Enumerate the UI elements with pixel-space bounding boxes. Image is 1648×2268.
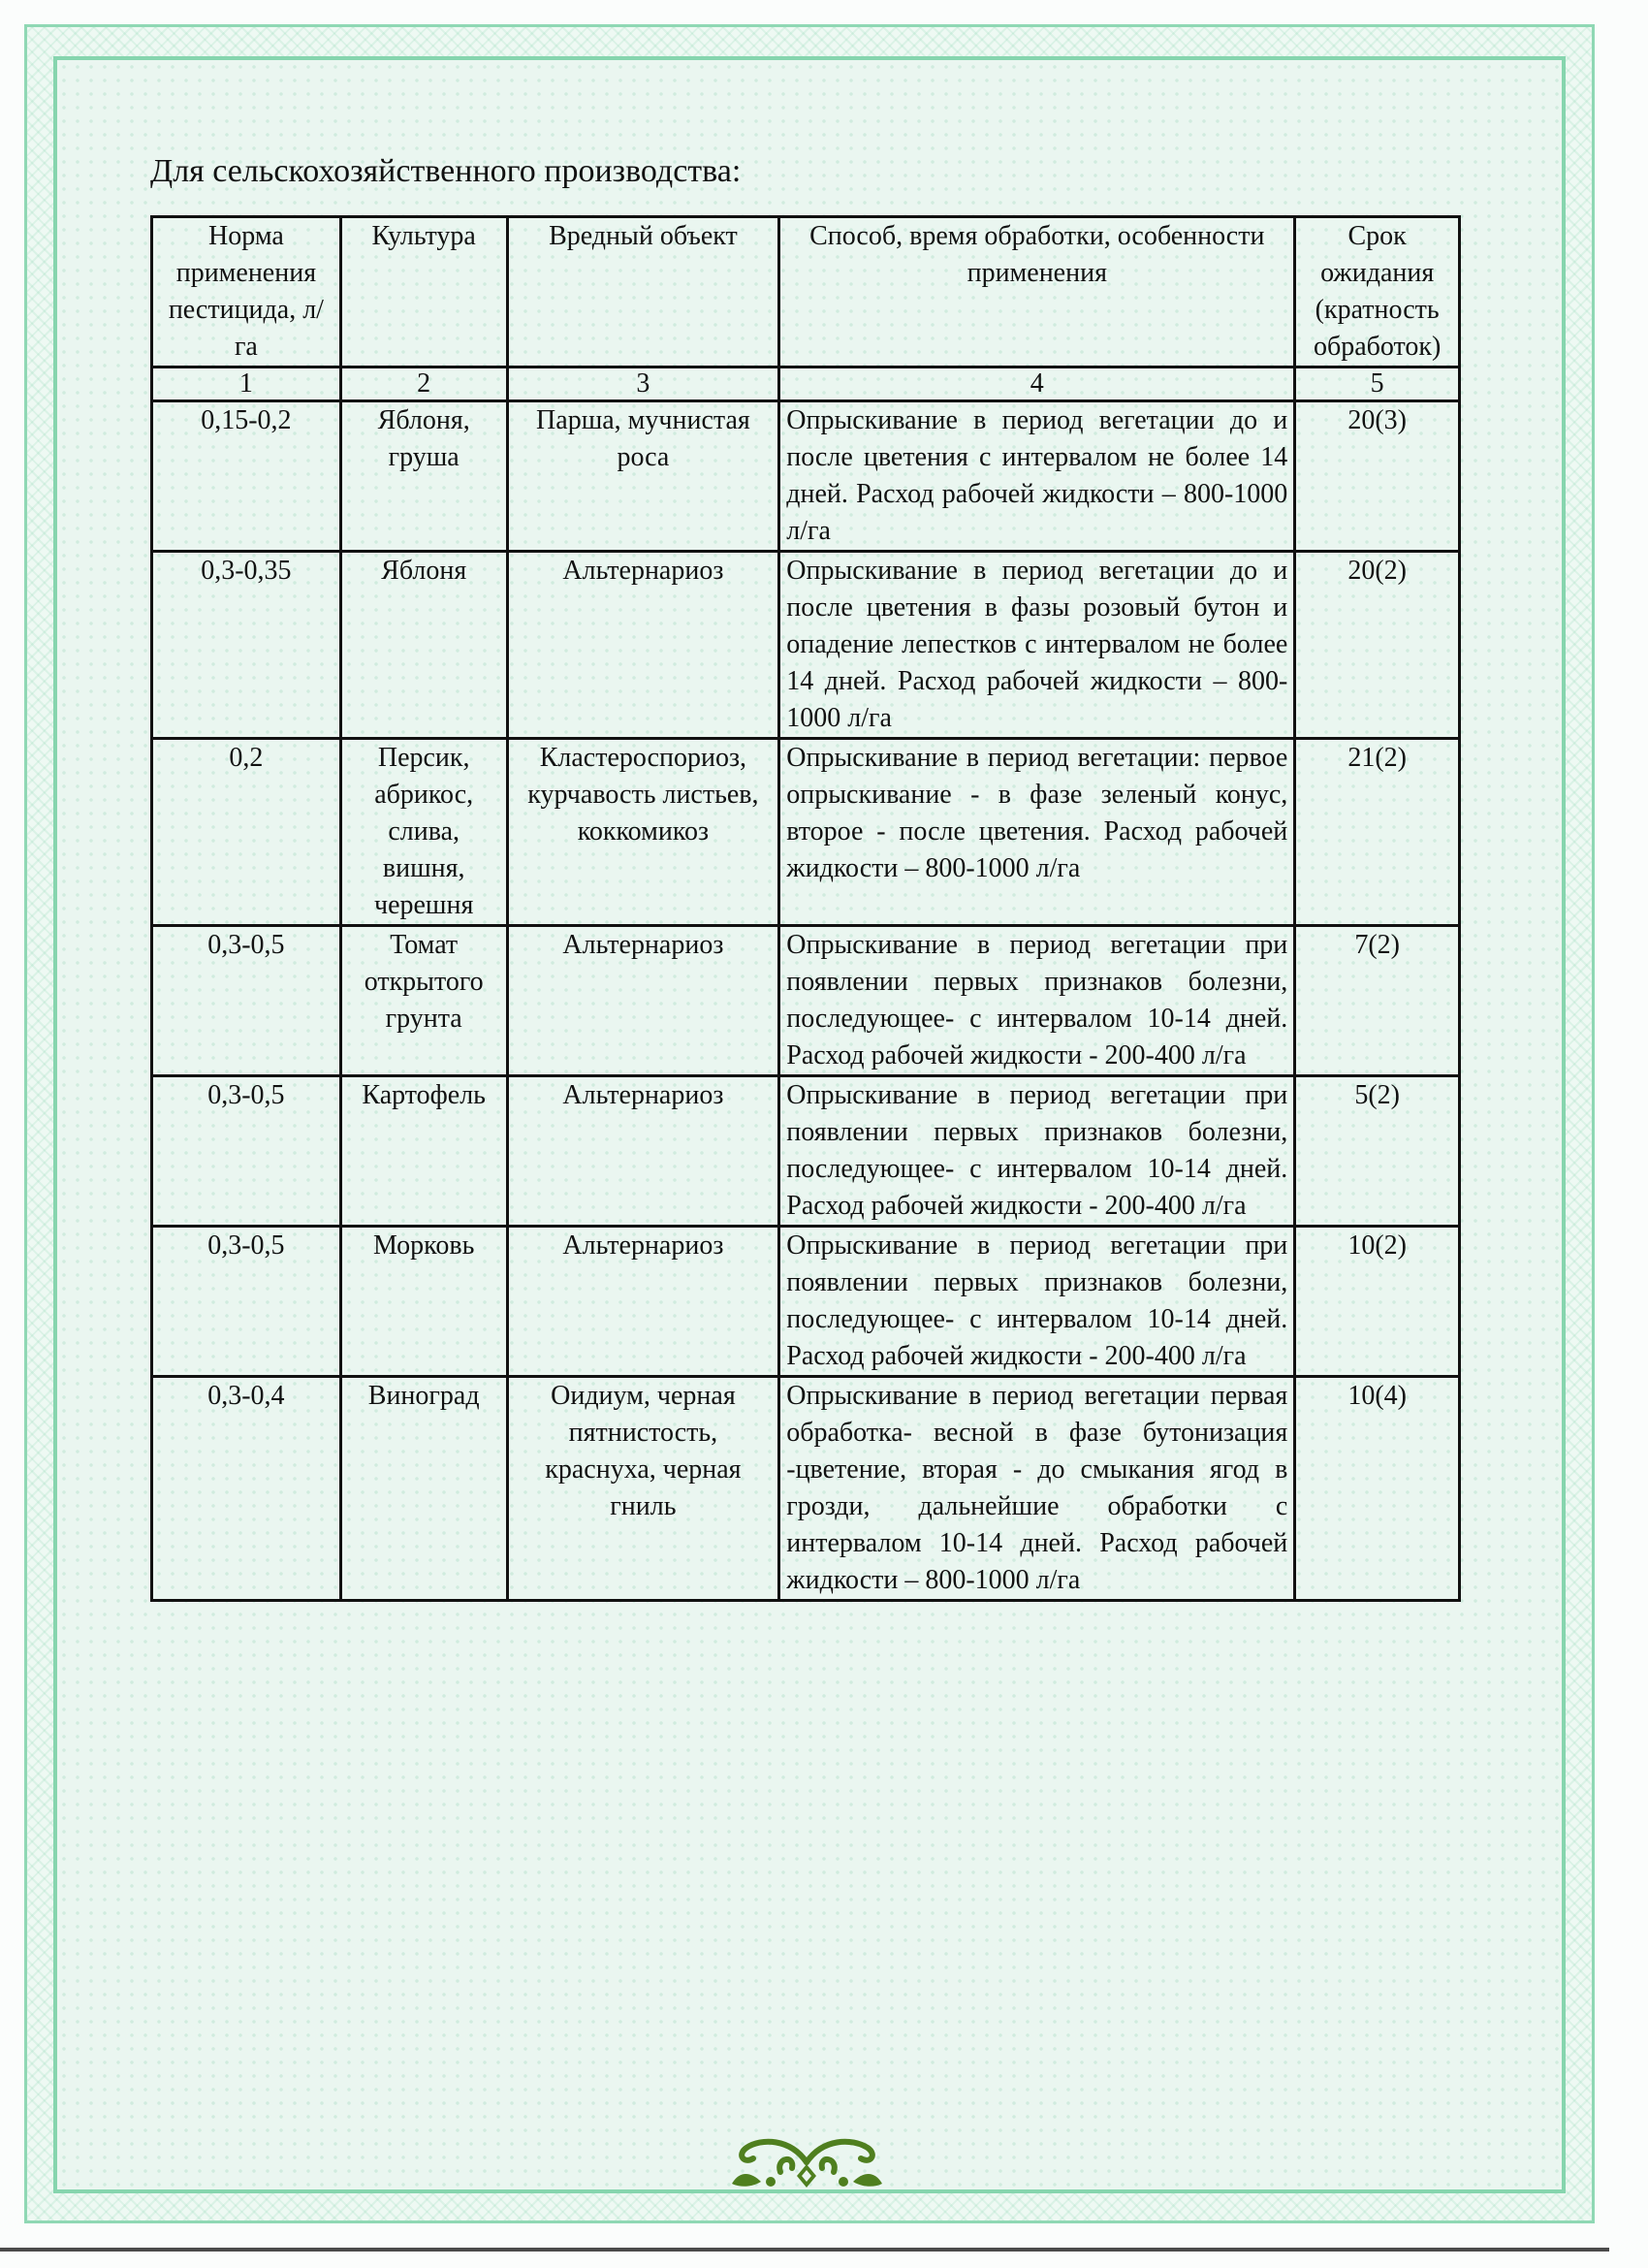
table-row xyxy=(152,1076,1460,1227)
cell-waiting: 21(2) xyxy=(1295,739,1460,926)
cell-method: Опрыскивание в период вегетации до и после цветения в фазы розовый бутон и опадение лепестков с интервалом не более 14 дней. Расход рабочей жидкости – 800-1000 л/га xyxy=(779,552,1295,739)
column-number: 2 xyxy=(340,367,507,401)
cell-rate: 0,3-0,4 xyxy=(152,1377,341,1601)
cell-method: Опрыскивание в период вегетации при появлении первых признаков болезни, последующее- с интервалом 10-14 дней. Расход рабочей жидкости - 200-400 л/га xyxy=(779,1227,1295,1377)
cell-waiting: 10(4) xyxy=(1295,1377,1460,1601)
table-row xyxy=(152,926,1460,1076)
table-row xyxy=(152,1227,1460,1377)
cell-crop: Томат открытого грунта xyxy=(340,926,507,1076)
cell-pest: Альтернариоз xyxy=(507,552,779,739)
cell-crop: Яблоня xyxy=(340,552,507,739)
header-rate: Норма применения пестицида, л/га xyxy=(152,217,341,367)
cell-rate: 0,2 xyxy=(152,739,341,926)
cell-crop: Морковь xyxy=(340,1227,507,1377)
cell-method: Опрыскивание в период вегетации при появлении первых признаков болезни, последующее- с интервалом 10-14 дней. Расход рабочей жидкости - 200-400 л/га xyxy=(779,1076,1295,1227)
column-number: 5 xyxy=(1295,367,1460,401)
cell-rate: 0,15-0,2 xyxy=(152,401,341,552)
cell-pest: Альтернариоз xyxy=(507,1076,779,1227)
cell-method: Опрыскивание в период вегетации при появлении первых признаков болезни, последующее- с интервалом 10-14 дней. Расход рабочей жидкости - 200-400 л/га xyxy=(779,926,1295,1076)
cell-crop: Яблоня, груша xyxy=(340,401,507,552)
cell-rate: 0,3-0,5 xyxy=(152,1227,341,1377)
header-crop: Культура xyxy=(340,217,507,367)
cell-pest: Парша, мучнистая роса xyxy=(507,401,779,552)
column-number-row xyxy=(152,367,1460,401)
cell-waiting: 10(2) xyxy=(1295,1227,1460,1377)
cell-pest: Альтернариоз xyxy=(507,1227,779,1377)
pesticide-application-table xyxy=(150,215,1461,1602)
cell-waiting: 20(3) xyxy=(1295,401,1460,552)
table-row xyxy=(152,1377,1460,1601)
table-header-row xyxy=(152,217,1460,367)
cell-crop: Картофель xyxy=(340,1076,507,1227)
column-number: 1 xyxy=(152,367,341,401)
cell-waiting: 7(2) xyxy=(1295,926,1460,1076)
cell-rate: 0,3-0,5 xyxy=(152,1076,341,1227)
scan-edge-line xyxy=(0,2248,1609,2252)
cell-method: Опрыскивание в период вегетации: первое опрыскивание - в фазе зеленый конус, второе - после цветения. Расход рабочей жидкости – 800-1000 л/га xyxy=(779,739,1295,926)
table-row xyxy=(152,739,1460,926)
cell-pest: Кластероспориоз, курчавость листьев, коккомикоз xyxy=(507,739,779,926)
header-pest: Вредный объект xyxy=(507,217,779,367)
cell-pest: Альтернариоз xyxy=(507,926,779,1076)
cell-waiting: 20(2) xyxy=(1295,552,1460,739)
cell-crop: Персик, абрикос, слива, вишня, черешня xyxy=(340,739,507,926)
cell-method: Опрыскивание в период вегетации до и после цветения с интервалом не более 14 дней. Расход рабочей жидкости – 800-1000 л/га xyxy=(779,401,1295,552)
header-waiting: Срок ожидания (кратность обработок) xyxy=(1295,217,1460,367)
cell-waiting: 5(2) xyxy=(1295,1076,1460,1227)
cell-rate: 0,3-0,35 xyxy=(152,552,341,739)
floral-ornament-icon xyxy=(722,2133,892,2191)
section-heading: Для сельскохозяйственного производства: xyxy=(150,153,742,189)
cell-crop: Виноград xyxy=(340,1377,507,1601)
header-method: Способ, время обработки, особенности применения xyxy=(779,217,1295,367)
cell-pest: Оидиум, черная пятнистость, краснуха, черная гниль xyxy=(507,1377,779,1601)
table-row xyxy=(152,552,1460,739)
cell-method: Опрыскивание в период вегетации первая обработка- весной в фазе бутонизация -цветение, вторая - до смыкания ягод в грозди, дальнейшие обработки с интервалом 10-14 дней. Расход рабочей жидкости – 800-1000 л/га xyxy=(779,1377,1295,1601)
column-number: 3 xyxy=(507,367,779,401)
cell-rate: 0,3-0,5 xyxy=(152,926,341,1076)
table-row xyxy=(152,401,1460,552)
column-number: 4 xyxy=(779,367,1295,401)
